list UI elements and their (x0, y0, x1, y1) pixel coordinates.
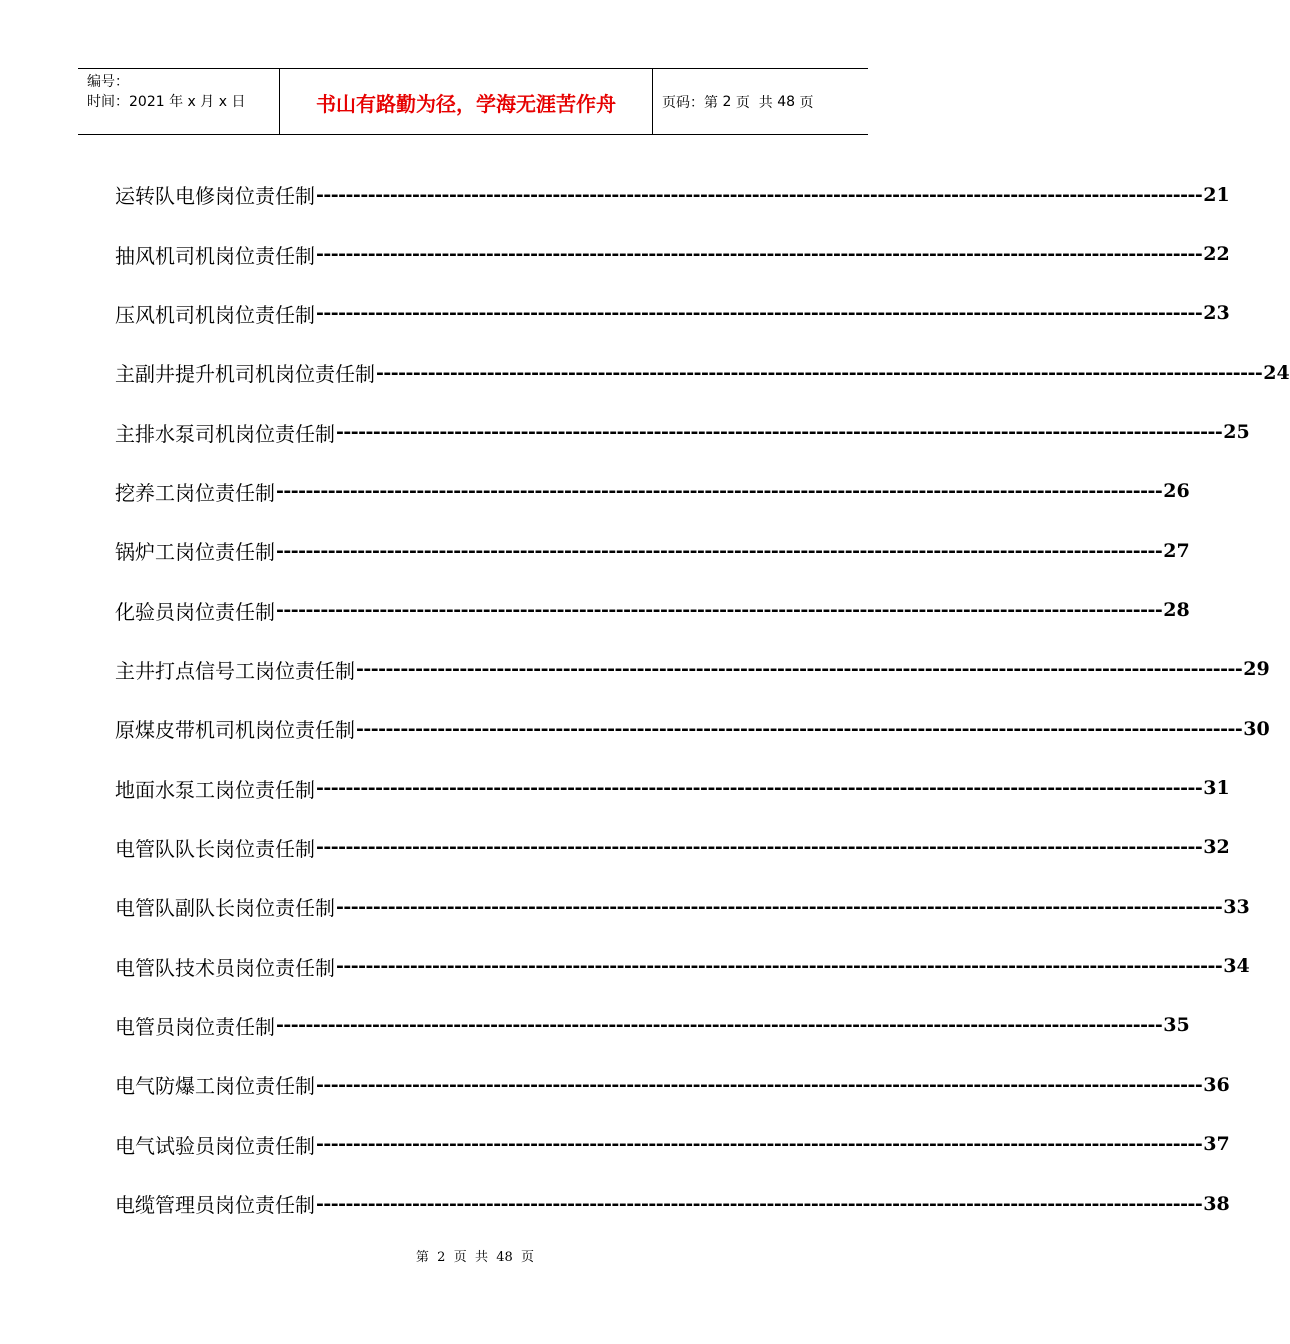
document-time-label: 时间：2021 年 x 月 x 日 (87, 94, 246, 110)
toc-entry-title: 主排水泵司机岗位责任制 (115, 421, 335, 446)
toc-entry-page: 24 (1263, 361, 1290, 384)
toc-entry[interactable] (115, 224, 1230, 283)
table-of-contents (115, 165, 1290, 1233)
toc-entry[interactable] (115, 521, 1190, 580)
toc-entry[interactable] (115, 640, 1270, 699)
document-number-label: 编号： (87, 74, 129, 90)
toc-entry[interactable] (115, 1055, 1230, 1114)
toc-entry[interactable] (115, 699, 1270, 758)
toc-entry[interactable] (115, 818, 1230, 877)
toc-entry-title: 锅炉工岗位责任制 (115, 540, 275, 565)
toc-entry-page: 32 (1203, 836, 1230, 859)
toc-entry-title: 电气试验员岗位责任制 (115, 1133, 315, 1158)
toc-entry-page: 37 (1203, 1133, 1230, 1156)
toc-entry[interactable] (115, 462, 1190, 521)
page-current: 2 (722, 93, 732, 110)
toc-dot-leader: ------------------------------------------------------------------------------------------------------------------------ (276, 480, 1163, 503)
toc-entry[interactable] (115, 402, 1250, 461)
toc-entry[interactable] (115, 758, 1230, 817)
toc-entry[interactable] (115, 936, 1250, 995)
toc-entry[interactable] (115, 996, 1190, 1055)
toc-entry-page: 34 (1223, 955, 1250, 978)
toc-dot-leader: ------------------------------------------------------------------------------------------------------------------------ (316, 1073, 1203, 1096)
toc-entry-title: 电管队队长岗位责任制 (115, 836, 315, 861)
page-prefix: 页码：第 (662, 94, 723, 111)
toc-entry[interactable] (115, 284, 1230, 343)
toc-dot-leader: ------------------------------------------------------------------------------------------------------------------------ (316, 243, 1203, 266)
header-page-indicator (653, 69, 868, 134)
toc-dot-leader: ------------------------------------------------------------------------------------------------------------------------ (356, 658, 1243, 681)
toc-entry-title: 原煤皮带机司机岗位责任制 (115, 718, 355, 743)
toc-entry-page: 33 (1223, 895, 1250, 918)
toc-entry-title: 电气防爆工岗位责任制 (115, 1074, 315, 1099)
toc-entry-title: 化验员岗位责任制 (115, 599, 275, 624)
header-info-cell (78, 69, 279, 134)
toc-entry-title: 挖养工岗位责任制 (115, 480, 275, 505)
toc-dot-leader: ------------------------------------------------------------------------------------------------------------------------ (316, 777, 1203, 800)
toc-entry[interactable] (115, 343, 1290, 402)
toc-dot-leader: ------------------------------------------------------------------------------------------------------------------------ (316, 1192, 1203, 1215)
header-motto: 书山有路勤为径，学海无涯苦作舟 (279, 69, 653, 134)
toc-dot-leader: ------------------------------------------------------------------------------------------------------------------------ (336, 421, 1223, 444)
toc-entry[interactable] (115, 580, 1190, 639)
toc-entry[interactable] (115, 877, 1250, 936)
toc-dot-leader: ------------------------------------------------------------------------------------------------------------------------ (356, 717, 1243, 740)
toc-entry-title: 电管员岗位责任制 (115, 1014, 275, 1039)
toc-entry-page: 35 (1163, 1014, 1190, 1037)
page-footer (0, 1246, 950, 1265)
footer-page-number: 第 2 页 共 48 页 (415, 1250, 535, 1265)
toc-entry-page: 27 (1163, 539, 1190, 562)
toc-entry-page: 31 (1203, 777, 1230, 800)
toc-entry-page: 23 (1203, 302, 1230, 325)
toc-entry-page: 21 (1203, 183, 1230, 206)
toc-entry-title: 电管队技术员岗位责任制 (115, 955, 335, 980)
toc-entry-page: 28 (1163, 599, 1190, 622)
toc-entry-title: 抽风机司机岗位责任制 (115, 243, 315, 268)
toc-dot-leader: ------------------------------------------------------------------------------------------------------------------------ (276, 1014, 1163, 1037)
toc-entry[interactable] (115, 1115, 1230, 1174)
toc-entry-title: 电缆管理员岗位责任制 (115, 1193, 315, 1218)
toc-dot-leader: ------------------------------------------------------------------------------------------------------------------------ (336, 955, 1223, 978)
toc-entry-title: 运转队电修岗位责任制 (115, 184, 315, 209)
toc-entry-title: 电管队副队长岗位责任制 (115, 896, 335, 921)
toc-dot-leader: ------------------------------------------------------------------------------------------------------------------------ (336, 895, 1223, 918)
toc-dot-leader: ------------------------------------------------------------------------------------------------------------------------ (316, 836, 1203, 859)
page-header (78, 68, 868, 135)
page-total: 48 (777, 93, 796, 110)
toc-dot-leader: ------------------------------------------------------------------------------------------------------------------------ (276, 539, 1163, 562)
toc-entry-title: 压风机司机岗位责任制 (115, 302, 315, 327)
page-suffix: 页 (795, 94, 814, 111)
toc-entry-title: 主井打点信号工岗位责任制 (115, 658, 355, 683)
toc-entry-page: 25 (1223, 421, 1250, 444)
toc-entry-page: 29 (1243, 658, 1270, 681)
toc-dot-leader: ------------------------------------------------------------------------------------------------------------------------ (316, 1133, 1203, 1156)
toc-entry[interactable] (115, 165, 1230, 224)
toc-entry-page: 36 (1203, 1073, 1230, 1096)
toc-entry-page: 30 (1243, 717, 1270, 740)
page-mid: 页 共 (731, 94, 778, 111)
toc-entry-title: 地面水泵工岗位责任制 (115, 777, 315, 802)
toc-entry-page: 26 (1163, 480, 1190, 503)
toc-dot-leader: ------------------------------------------------------------------------------------------------------------------------ (376, 361, 1263, 384)
toc-entry-page: 38 (1203, 1192, 1230, 1215)
toc-entry-title: 主副井提升机司机岗位责任制 (115, 362, 375, 387)
toc-dot-leader: ------------------------------------------------------------------------------------------------------------------------ (316, 183, 1203, 206)
toc-dot-leader: ------------------------------------------------------------------------------------------------------------------------ (276, 599, 1163, 622)
toc-dot-leader: ------------------------------------------------------------------------------------------------------------------------ (316, 302, 1203, 325)
toc-entry[interactable] (115, 1174, 1230, 1233)
toc-entry-page: 22 (1203, 243, 1230, 266)
